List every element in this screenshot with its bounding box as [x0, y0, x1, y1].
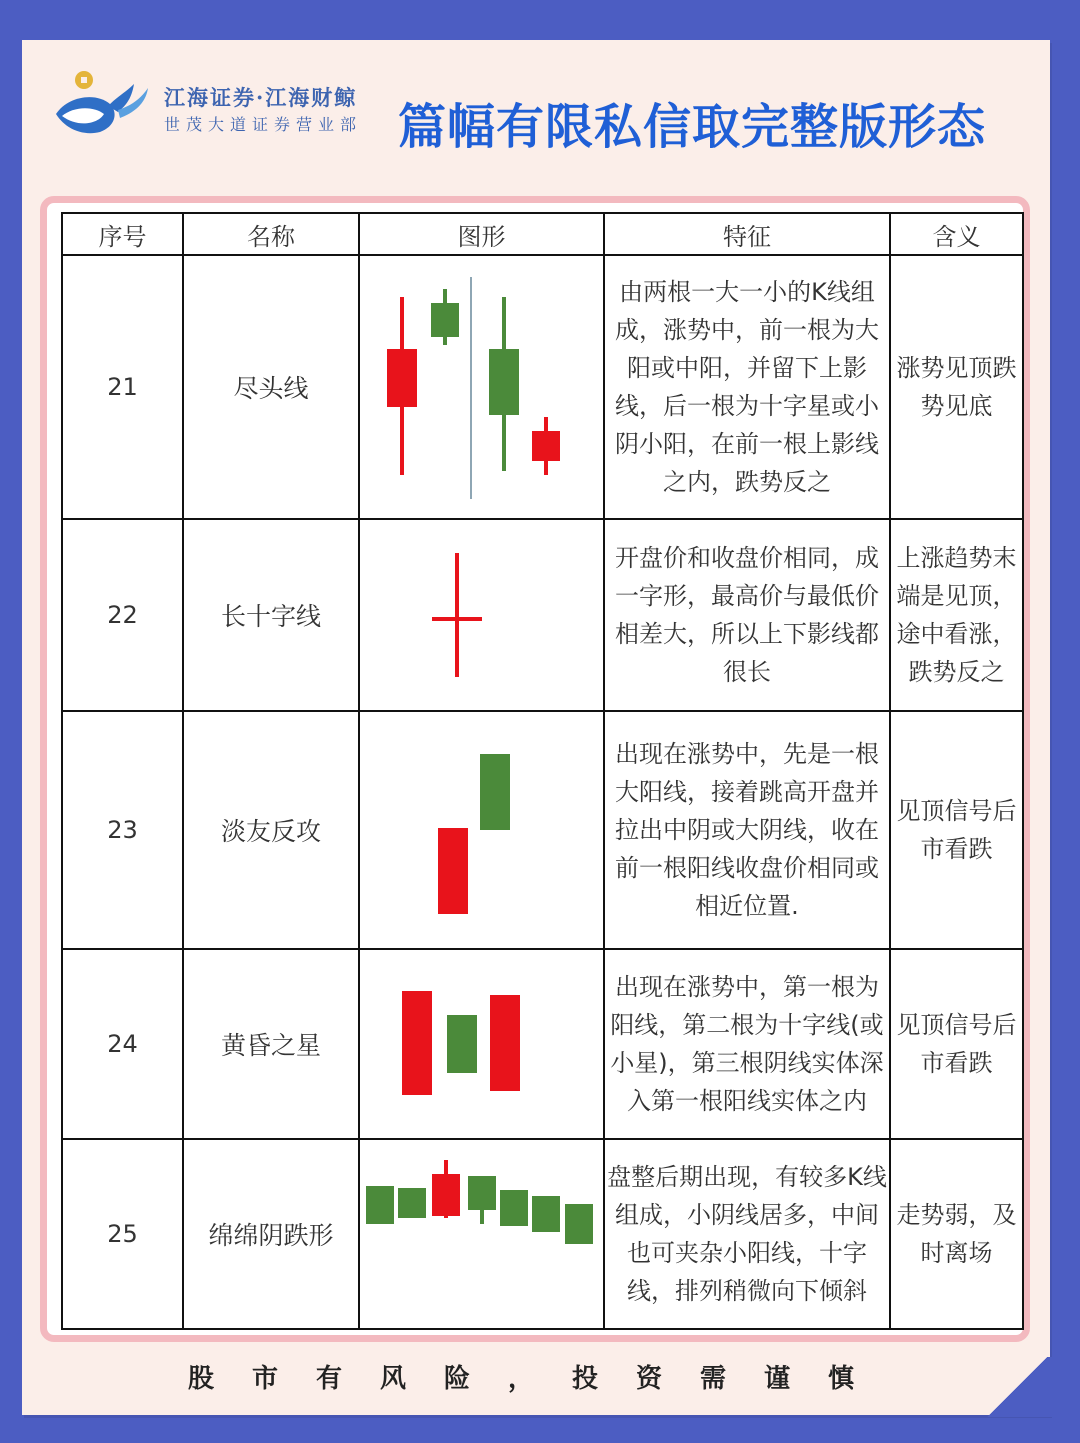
brand	[48, 66, 388, 146]
pattern-meaning: 见顶信号后市看跌	[890, 711, 1023, 949]
pattern-feature: 开盘价和收盘价相同，成一字形，最高价与最低价相差大，所以上下影线都很长	[604, 519, 890, 711]
pattern-feature: 出现在涨势中，先是一根大阳线，接着跳高开盘并拉出中阴或大阴线，收在前一根阳线收盘价相同或相近位置.	[604, 711, 890, 949]
candlestick-figure-25	[362, 1140, 602, 1326]
table-row	[62, 519, 1023, 711]
pattern-feature: 盘整后期出现，有较多K线组成，小阴线居多，中间也可夹杂小阳线，十字线，排列稍微向下倾斜	[604, 1139, 890, 1329]
header-feature: 特征	[604, 213, 890, 255]
row-number: 24	[62, 949, 183, 1139]
pattern-figure	[359, 1139, 604, 1329]
pattern-name: 绵绵阴跌形	[183, 1139, 359, 1329]
row-number: 22	[62, 519, 183, 711]
brand-name: 江海证券·江海财鲸	[164, 85, 358, 110]
pattern-table	[61, 212, 1024, 1330]
pattern-meaning: 走势弱，及时离场	[890, 1139, 1023, 1329]
pattern-name: 长十字线	[183, 519, 359, 711]
table-row	[62, 949, 1023, 1139]
header-figure: 图形	[359, 213, 604, 255]
table-header-row	[62, 213, 1023, 255]
table-row	[62, 711, 1023, 949]
pattern-name: 尽头线	[183, 255, 359, 519]
row-number: 21	[62, 255, 183, 519]
whale-coin-logo-icon	[48, 66, 158, 146]
pattern-meaning: 涨势见顶跌势见底	[890, 255, 1023, 519]
table-row	[62, 255, 1023, 519]
pattern-name: 淡友反攻	[183, 711, 359, 949]
pattern-name: 黄昏之星	[183, 949, 359, 1139]
risk-disclaimer: 股市有风险，投资需谨慎	[187, 1364, 892, 1394]
pattern-figure	[359, 255, 604, 519]
header-number: 序号	[62, 213, 183, 255]
pattern-meaning: 见顶信号后市看跌	[890, 949, 1023, 1139]
pattern-feature: 出现在涨势中，第一根为阳线，第二根为十字线(或小星)，第三根阴线实体深入第一根阳线实体之内	[604, 949, 890, 1139]
candlestick-figure-21	[362, 257, 602, 517]
pattern-feature: 由两根一大一小的K线组成，涨势中，前一根为大阳或中阳，并留下上影线，后一根为十字星或小阴小阳，在前一根上影线之内，跌势反之	[604, 255, 890, 519]
header-name: 名称	[183, 213, 359, 255]
pattern-figure	[359, 519, 604, 711]
row-number: 25	[62, 1139, 183, 1329]
pattern-figure	[359, 711, 604, 949]
table-row	[62, 1139, 1023, 1329]
brand-branch: 世茂大道证券营业部	[164, 115, 363, 134]
candlestick-figure-24	[362, 951, 602, 1137]
headline: 篇幅有限私信取完整版形态	[398, 99, 987, 155]
header-meaning: 含义	[890, 213, 1023, 255]
pattern-meaning: 上涨趋势末端是见顶，途中看涨，跌势反之	[890, 519, 1023, 711]
pattern-figure	[359, 949, 604, 1139]
candlestick-figure-22	[362, 521, 602, 709]
row-number: 23	[62, 711, 183, 949]
candlestick-figure-23	[362, 714, 602, 946]
